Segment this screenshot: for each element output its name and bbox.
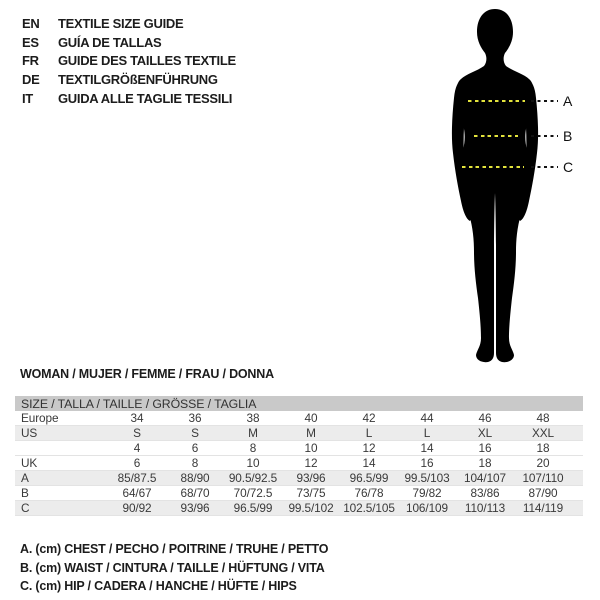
lang-title: GUÍA DE TALLAS [58, 34, 162, 50]
size-table [15, 396, 583, 516]
hip-leader-line [531, 166, 558, 168]
table-cell: 83/86 [456, 486, 514, 501]
table-cell: 8 [166, 456, 224, 471]
table-cell-filler [572, 471, 583, 486]
legend-chest: A. (cm) CHEST / PECHO / POITRINE / TRUHE / PETTO [20, 542, 329, 556]
chest-leader-line [531, 100, 558, 102]
table-cell: S [166, 426, 224, 441]
table-cell: 88/90 [166, 471, 224, 486]
hip-measure-line [462, 166, 524, 168]
lang-row-it [22, 89, 236, 108]
table-cell: 38 [224, 411, 282, 426]
table-cell: 93/96 [166, 501, 224, 516]
language-title-block [22, 14, 236, 107]
table-cell: M [224, 426, 282, 441]
table-header-row [15, 396, 583, 411]
lang-row-de [22, 70, 236, 89]
section-title: WOMAN / MUJER / FEMME / FRAU / DONNA [20, 367, 274, 381]
table-cell: 68/70 [166, 486, 224, 501]
table-cell-filler [572, 411, 583, 426]
table-cell: 99.5/103 [398, 471, 456, 486]
table-row [15, 501, 583, 516]
table-row [15, 441, 583, 456]
table-cell-filler [572, 486, 583, 501]
table-cell: 34 [108, 411, 166, 426]
table-cell: 85/87.5 [108, 471, 166, 486]
table-cell: 64/67 [108, 486, 166, 501]
table-row [15, 486, 583, 501]
table-cell: 96.5/99 [224, 501, 282, 516]
table-cell: 106/109 [398, 501, 456, 516]
row-label [15, 441, 108, 456]
table-cell: 10 [282, 441, 340, 456]
legend-hip: C. (cm) HIP / CADERA / HANCHE / HÜFTE / HIPS [20, 579, 297, 594]
table-cell: 36 [166, 411, 224, 426]
marker-label-c: C [563, 159, 574, 175]
chest-measure-line [468, 100, 525, 102]
table-cell: 14 [340, 456, 398, 471]
row-label: UK [15, 456, 108, 471]
lang-title: GUIDA ALLE TAGLIE TESSILI [58, 90, 233, 106]
table-cell: 90.5/92.5 [224, 471, 282, 486]
table-cell: 104/107 [456, 471, 514, 486]
table-cell: 114/119 [514, 501, 572, 516]
table-cell: XL [456, 426, 514, 441]
table-cell: 93/96 [282, 471, 340, 486]
table-cell: 10 [224, 456, 282, 471]
table-cell-filler [572, 426, 583, 441]
table-cell: 110/113 [456, 501, 514, 516]
table-cell: 87/90 [514, 486, 572, 501]
table-cell: 90/92 [108, 501, 166, 516]
table-cell: 96.5/99 [340, 471, 398, 486]
table-cell: L [398, 426, 456, 441]
lang-code: FR [22, 53, 39, 69]
table-cell: 42 [340, 411, 398, 426]
row-label: Europe [15, 411, 108, 426]
table-cell-filler [572, 441, 583, 456]
table-cell: 16 [398, 456, 456, 471]
table-row [15, 471, 583, 486]
table-row [15, 426, 583, 441]
table-cell: 14 [398, 441, 456, 456]
table-cell: 70/72.5 [224, 486, 282, 501]
table-cell: 12 [340, 441, 398, 456]
table-cell: 76/78 [340, 486, 398, 501]
table-cell-filler [572, 456, 583, 471]
table-cell: 107/110 [514, 471, 572, 486]
table-cell: 102.5/105 [340, 501, 398, 516]
table-header: SIZE / TALLA / TAILLE / GRÖSSE / TAGLIA [15, 396, 583, 411]
marker-label-b: B [563, 128, 573, 144]
table-cell-filler [572, 501, 583, 516]
table-row [15, 411, 583, 426]
table-cell: 12 [282, 456, 340, 471]
waist-leader-line [531, 135, 558, 137]
table-cell: 20 [514, 456, 572, 471]
table-cell: L [340, 426, 398, 441]
legend-waist: B. (cm) WAIST / CINTURA / TAILLE / HÜFTUNG / VITA [20, 560, 325, 575]
lang-row-es [22, 33, 236, 52]
woman-silhouette-icon [390, 5, 590, 375]
table-cell: 40 [282, 411, 340, 426]
lang-row-en [22, 14, 236, 33]
lang-code: ES [22, 34, 39, 50]
table-cell: 48 [514, 411, 572, 426]
table-cell: 18 [456, 456, 514, 471]
table-cell: 4 [108, 441, 166, 456]
table-cell: 46 [456, 411, 514, 426]
measurement-legend [20, 542, 328, 598]
row-label: B [15, 486, 108, 501]
size-table-body [15, 411, 583, 516]
waist-measure-line [474, 135, 518, 137]
table-cell: 99.5/102 [282, 501, 340, 516]
table-cell: XXL [514, 426, 572, 441]
lang-row-fr [22, 51, 236, 70]
row-label: US [15, 426, 108, 441]
lang-code: DE [22, 71, 40, 87]
table-cell: 8 [224, 441, 282, 456]
row-label: C [15, 501, 108, 516]
table-cell: M [282, 426, 340, 441]
table-cell: 6 [108, 456, 166, 471]
table-cell: 16 [456, 441, 514, 456]
table-row [15, 456, 583, 471]
marker-label-a: A [563, 93, 573, 109]
lang-title: TEXTILGRÖßENFÜHRUNG [58, 71, 218, 87]
table-cell: 79/82 [398, 486, 456, 501]
lang-code: IT [22, 90, 33, 106]
table-cell: 73/75 [282, 486, 340, 501]
table-cell: 44 [398, 411, 456, 426]
lang-title: TEXTILE SIZE GUIDE [58, 15, 184, 31]
lang-code: EN [22, 15, 40, 31]
table-cell: S [108, 426, 166, 441]
row-label: A [15, 471, 108, 486]
table-cell: 18 [514, 441, 572, 456]
lang-title: GUIDE DES TAILLES TEXTILE [58, 53, 236, 69]
table-cell: 6 [166, 441, 224, 456]
